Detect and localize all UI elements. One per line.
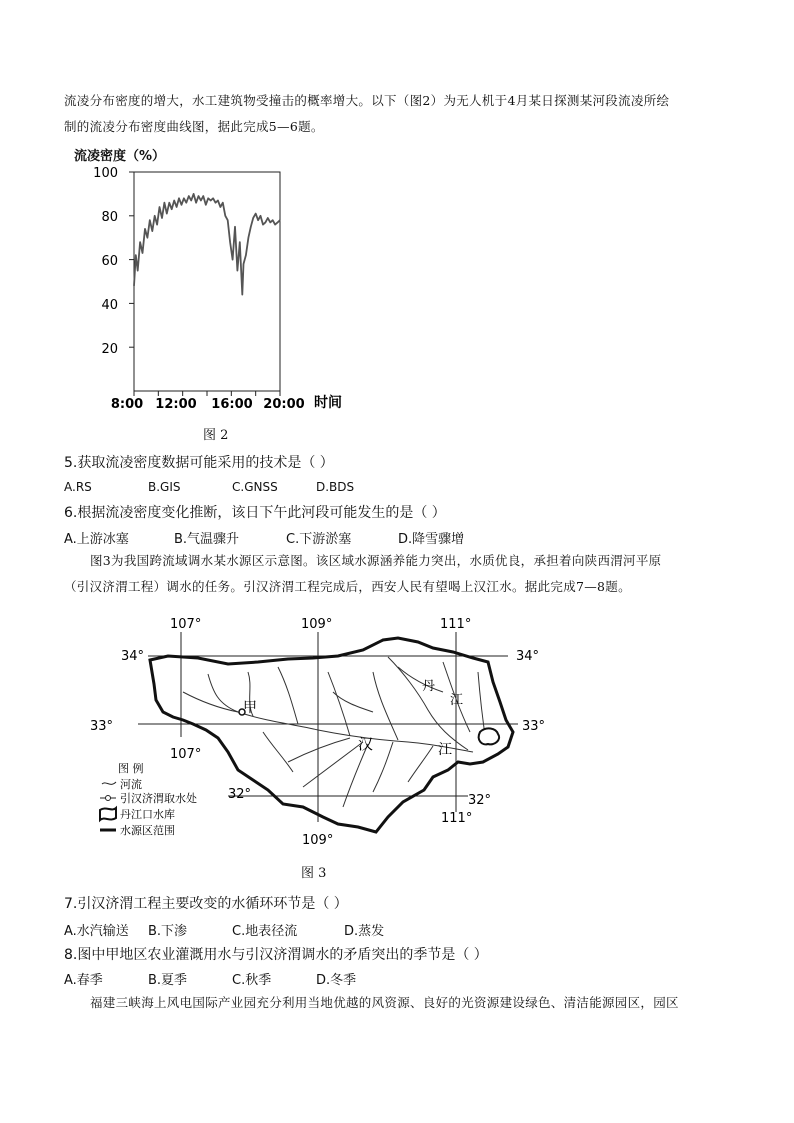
q6-option-a[interactable]: A.上游冰塞: [64, 532, 129, 547]
place-label-han: 汉: [358, 735, 374, 753]
lon-label-109-bottom: 109°: [302, 833, 334, 848]
intro3-line-1: 福建三峡海上风电国际产业园充分利用当地优越的风资源、良好的光资源建设绿色、清洁能源园区，园区: [90, 995, 679, 1010]
density-series-line: [134, 194, 280, 295]
x-tick-0800: 8:00: [110, 397, 144, 412]
q7-option-c[interactable]: C.地表径流: [232, 924, 298, 939]
q8-option-b[interactable]: B.夏季: [148, 973, 188, 988]
y-tick-20: 20: [101, 342, 118, 357]
intro2-line-2: （引汉济渭工程）调水的任务。引汉济渭工程完成后，西安人民有望喝上汉江水。据此完成7—8题。: [64, 579, 631, 594]
question-5-options: [64, 480, 354, 494]
q5-option-b[interactable]: B.GIS: [148, 480, 181, 494]
x-tick-1200: 12:00: [155, 397, 197, 412]
legend-intake-label: 引汉济渭取水处: [120, 792, 197, 805]
q7-option-b[interactable]: B.下渗: [148, 924, 188, 939]
intro-line-2: 制的流凌分布密度曲线图，据此完成5—6题。: [64, 119, 324, 134]
figure3-map: [88, 612, 558, 852]
legend-reservoir-label: 丹江口水库: [120, 808, 175, 821]
intro2-paragraph: [64, 548, 740, 600]
figure3-caption: 图 3: [301, 866, 327, 881]
plot-frame: [134, 172, 280, 391]
q7-option-a[interactable]: A.水汽输送: [64, 924, 129, 939]
q5-option-a[interactable]: A.RS: [64, 480, 92, 494]
legend-reservoir-symbol: [100, 808, 116, 820]
intro3-paragraph: [64, 990, 740, 1016]
question-6-stem: 6.根据流凌密度变化推断，该日下午此河段可能发生的是（ ）: [64, 505, 446, 521]
legend-title: 图 例: [118, 762, 144, 775]
y-tick-80: 80: [101, 210, 118, 225]
q5-option-c[interactable]: C.GNSS: [232, 480, 278, 494]
y-tick-100: 100: [93, 166, 118, 181]
lat-label-33-left: 33°: [90, 719, 114, 734]
x-tick-1600: 16:00: [211, 397, 253, 412]
legend-river-label: 河流: [120, 778, 142, 791]
place-label-dan: 丹: [422, 679, 436, 694]
question-8-stem: 8.图中甲地区农业灌溉用水与引汉济渭调水的矛盾突出的季节是（ ）: [64, 947, 488, 963]
lon-label-109-top: 109°: [301, 617, 333, 632]
figure2-caption: 图 2: [203, 428, 229, 443]
place-label-jia: 甲: [243, 700, 257, 716]
legend-intake-symbol: [106, 796, 111, 801]
question-6-options: [64, 528, 464, 547]
legend-river-symbol: [102, 782, 116, 784]
q8-option-c[interactable]: C.秋季: [232, 973, 272, 988]
question-7-stem: 7.引汉济渭工程主要改变的水循环环节是（ ）: [64, 896, 348, 912]
question-5-stem: 5.获取流凌密度数据可能采用的技术是（ ）: [64, 455, 334, 471]
intro2-line-1: 图3为我国跨流域调水某水源区示意图。该区域水源涵养能力突出，水质优良，承担着向陕西渭河平原: [90, 553, 662, 568]
river-network: [183, 657, 486, 807]
lon-label-107-top: 107°: [170, 617, 202, 632]
place-label-jiang-lower: 江: [438, 742, 452, 758]
lon-label-107-bottom: 107°: [170, 747, 202, 762]
y-axis-label: 流凌密度（%）: [74, 149, 166, 164]
q8-option-d[interactable]: D.冬季: [316, 973, 357, 988]
x-tick-2000: 20:00: [263, 397, 305, 412]
lat-label-34-left: 34°: [121, 649, 145, 664]
figure2-chart: [66, 142, 366, 412]
q6-option-c[interactable]: C.下游淤塞: [286, 532, 352, 547]
legend-boundary-label: 水源区范围: [120, 824, 175, 837]
q7-option-d[interactable]: D.蒸发: [344, 924, 385, 939]
q6-option-d[interactable]: D.降雪骤增: [398, 532, 465, 547]
question-7-options: [64, 920, 384, 939]
lat-label-33-right: 33°: [522, 719, 546, 734]
x-axis-label: 时间: [314, 395, 342, 411]
water-source-boundary: [150, 638, 513, 832]
lon-label-111-top: 111°: [440, 617, 472, 632]
place-label-jiang-upper: 江: [450, 693, 464, 708]
lon-label-111-bottom: 111°: [441, 811, 473, 826]
lat-label-32-left: 32°: [228, 787, 252, 802]
intro-paragraph: [64, 88, 740, 140]
q6-option-b[interactable]: B.气温骤升: [174, 532, 240, 547]
map-legend: [100, 761, 197, 837]
q8-option-a[interactable]: A.春季: [64, 973, 103, 988]
y-tick-40: 40: [101, 298, 118, 313]
lat-label-34-right: 34°: [516, 649, 540, 664]
y-tick-60: 60: [101, 254, 118, 269]
intro-line-1: 流凌分布密度的增大，水工建筑物受撞击的概率增大。以下（图2）为无人机于4月某日探测某河段流凌所绘: [64, 93, 670, 108]
question-8-options: [64, 969, 356, 988]
lat-label-32-right: 32°: [468, 793, 492, 808]
q5-option-d[interactable]: D.BDS: [316, 480, 355, 494]
danjiangkou-reservoir: [479, 728, 499, 744]
